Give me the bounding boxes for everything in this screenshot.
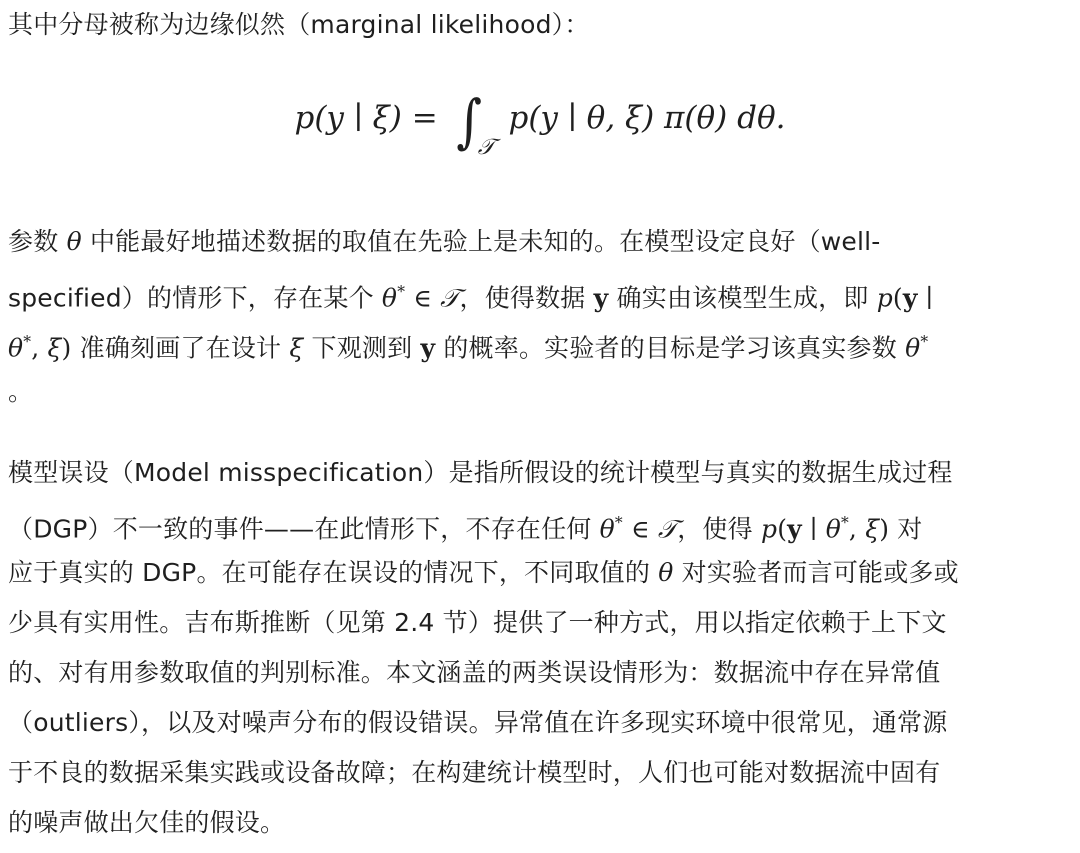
text-span: 中能最好地描述数据的取值在先验上是未知的。在模型设定良好（well- [81,227,881,256]
math-comma: , [31,333,48,363]
math-in: ∈ [405,283,441,313]
text-span: （DGP）不一致的事件——在此情形下，不存在任何 [8,514,600,544]
math-script-t: 𝒯 [657,514,678,544]
equation-lhs: p(y ∣ ξ) = [294,100,438,136]
math-script-t: 𝒯 [440,283,460,313]
math-p: p [876,283,893,313]
paragraph-3-line-5: 的、对有用参数取值的判别标准。本文涵盖的两类误设情形为：数据流中存在异常值 [8,658,941,687]
text-span: 对实验者而言可能或多或 [673,558,959,587]
paragraph-3-line-1: 模型误设（Model misspecification）是指所假设的统计模型与真实的数据生成过程 [8,458,953,487]
math-paren: ( [777,514,788,544]
math-theta: θ [658,558,674,587]
equation-rhs: p(y ∣ θ, ξ) π(θ) dθ. [508,100,786,136]
math-bold-y: y [787,514,802,544]
math-bold-y: y [902,283,918,313]
text-span: 参数 [8,227,67,256]
text-span: 准确刻画了在设计 [71,333,290,363]
math-star: * [920,333,929,351]
text-span: 确实由该模型生成，即 [608,283,877,313]
paragraph-3-line-7: 于不良的数据采集实践或设备故障；在构建统计模型时，人们也可能对数据流中固有 [8,758,941,787]
math-in: ∈ [622,514,658,544]
paragraph-3-line-2 [8,506,923,546]
math-theta: θ [905,333,921,363]
text-span: specified）的情形下，存在某个 [8,283,382,313]
math-xi: ξ [47,333,62,363]
math-star: * [614,514,623,532]
text-span: 对 [889,514,923,544]
math-bold-y: y [420,333,436,363]
math-comma: , [848,514,866,544]
math-mid: ∣ [917,283,934,313]
math-bold-y: y [593,283,609,313]
math-paren: ( [892,283,903,313]
math-mid: ∣ [801,514,826,544]
math-paren: ) [879,514,890,544]
text-span: 应于真实的 DGP。在可能存在误设的情况下，不同取值的 [8,558,659,587]
math-theta: θ [381,283,398,313]
paragraph-2-line-4: 。 [8,377,34,406]
paragraph-3-line-6: （outliers），以及对噪声分布的假设错误。异常值在许多现实环境中很常见，通常源 [8,708,948,737]
paragraph-2-line-2 [8,275,933,315]
text-span: 的概率。实验者的目标是学习该真实参数 [435,333,906,363]
integral-domain: 𝒯 [477,135,495,160]
math-xi: ξ [865,514,880,544]
paragraph-3-line-8: 的噪声做出欠佳的假设。 [8,808,286,837]
math-theta: θ [8,333,24,363]
math-theta: θ [66,227,82,256]
text-span: ，使得数据 [459,283,594,313]
text-span: 下观测到 [303,333,421,363]
text-span: ，使得 [677,514,761,544]
marginal-likelihood-equation [8,88,1072,168]
integral-sign: ∫ [455,87,482,155]
math-star: * [23,333,32,351]
paragraph-2-line-3 [8,325,928,365]
math-p: p [760,514,778,544]
paragraph-3-line-4: 少具有实用性。吉布斯推断（见第 2.4 节）提供了一种方式，用以指定依赖于上下文 [8,608,947,637]
math-theta: θ [599,514,615,544]
intro-line: 其中分母被称为边缘似然（marginal likelihood）： [8,10,590,39]
math-xi: ξ [289,333,304,363]
math-theta: θ [825,514,841,544]
paragraph-2-line-1 [8,225,881,259]
math-star: * [397,283,406,301]
math-paren: ) [61,333,72,363]
paragraph-3-line-3 [8,556,959,590]
math-star: * [840,514,849,532]
